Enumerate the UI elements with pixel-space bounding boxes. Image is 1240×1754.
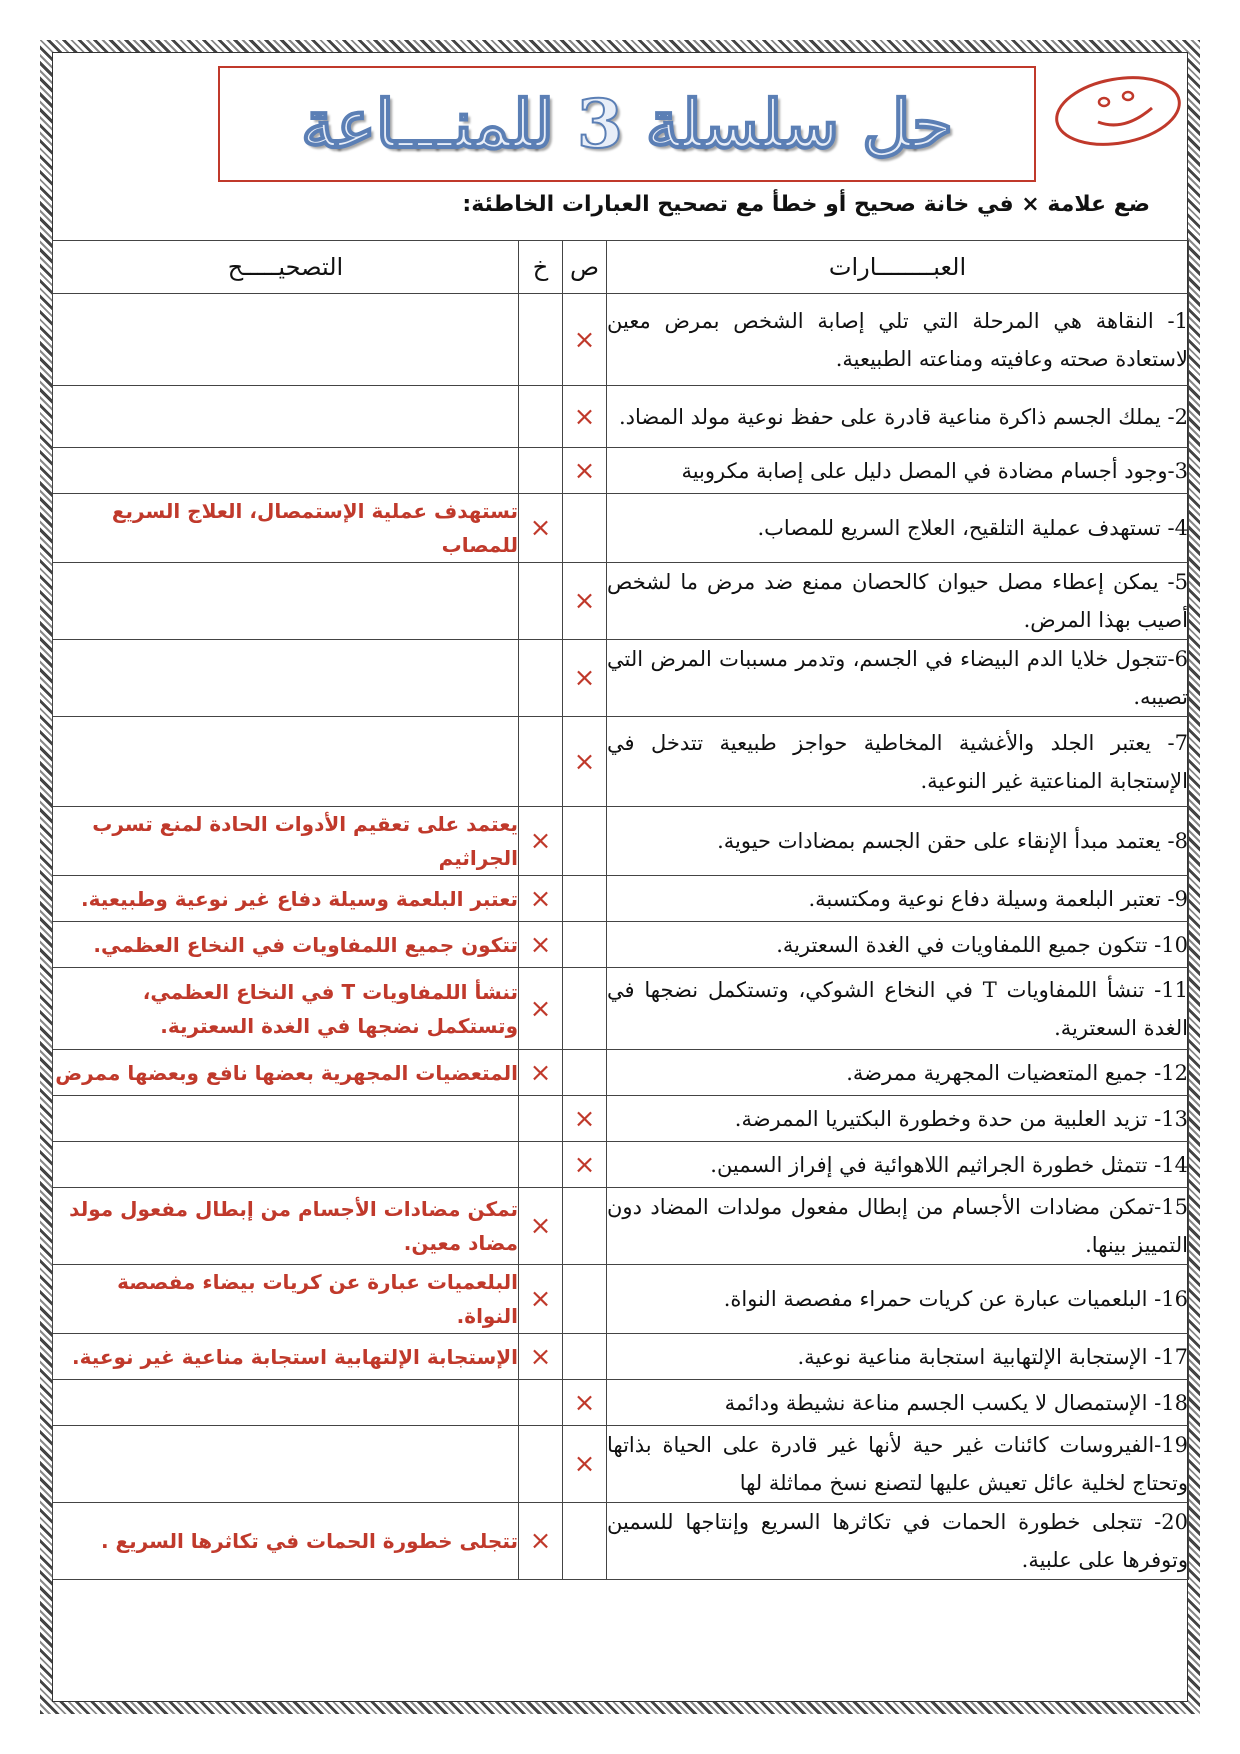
- correction-cell: [53, 1426, 519, 1503]
- correction-cell: [53, 563, 519, 640]
- header-true: ص: [563, 241, 607, 294]
- table-row: [53, 1096, 1189, 1142]
- statement-cell: 15-تمكن مضادات الأجسام من إبطال مفعول مولدات المضاد دون التمييز بينها.: [607, 1188, 1189, 1265]
- table-row: [53, 294, 1189, 386]
- true-mark-cell: [563, 1334, 607, 1380]
- statement-cell: 1- النقاهة هي المرحلة التي تلي إصابة الشخص بمرض معين لاستعادة صحته وعافيته ومناعته الطبيعية.: [607, 294, 1189, 386]
- false-mark-cell: [519, 1380, 563, 1426]
- statement-cell: 11- تنشأ اللمفاويات T في النخاع الشوكي، وتستكمل نضجها في الغدة السعترية.: [607, 968, 1189, 1050]
- correction-cell: الإستجابة الإلتهابية استجابة مناعية غير نوعية.: [53, 1334, 519, 1380]
- table-row: [53, 494, 1189, 563]
- statement-cell: 19-الفيروسات كائنات غير حية لأنها غير قادرة على الحياة بذاتها وتحتاج لخلية عائل تعيش عليها لتصنع نسخ مماثلة لها: [607, 1426, 1189, 1503]
- false-mark-cell: ×: [519, 1050, 563, 1096]
- table-row: [53, 876, 1189, 922]
- false-mark-cell: [519, 294, 563, 386]
- table-row: [53, 448, 1189, 494]
- false-mark-cell: [519, 448, 563, 494]
- correction-cell: البلعميات عبارة عن كريات بيضاء مفصصة النواة.: [53, 1265, 519, 1334]
- statement-cell: 3-وجود أجسام مضادة في المصل دليل على إصابة مكروبية: [607, 448, 1189, 494]
- true-mark-cell: ×: [563, 294, 607, 386]
- true-mark-cell: ×: [563, 1426, 607, 1503]
- smiley-icon: [1052, 74, 1184, 148]
- false-mark-cell: [519, 640, 563, 717]
- false-mark-cell: [519, 1096, 563, 1142]
- statement-cell: 18- الإستمصال لا يكسب الجسم مناعة نشيطة ودائمة: [607, 1380, 1189, 1426]
- true-mark-cell: [563, 876, 607, 922]
- false-mark-cell: ×: [519, 1334, 563, 1380]
- true-mark-cell: ×: [563, 640, 607, 717]
- true-mark-cell: [563, 968, 607, 1050]
- correction-cell: يعتمد على تعقيم الأدوات الحادة لمنع تسرب الجراثيم: [53, 807, 519, 876]
- false-mark-cell: ×: [519, 1503, 563, 1580]
- true-mark-cell: [563, 1188, 607, 1265]
- true-mark-cell: [563, 1265, 607, 1334]
- correction-cell: تنشأ اللمفاويات T في النخاع العظمي، وتستكمل نضجها في الغدة السعترية.: [53, 968, 519, 1050]
- statement-cell: 13- تزيد العلبية من حدة وخطورة البكتيريا الممرضة.: [607, 1096, 1189, 1142]
- statement-cell: 8- يعتمد مبدأ الإنقاء على حقن الجسم بمضادات حيوية.: [607, 807, 1189, 876]
- table-row: [53, 1380, 1189, 1426]
- statements-table: [52, 240, 1189, 1580]
- statement-cell: 5- يمكن إعطاء مصل حيوان كالحصان ممنع ضد مرض ما لشخص أصيب بهذا المرض.: [607, 563, 1189, 640]
- true-mark-cell: [563, 1050, 607, 1096]
- statement-cell: 7- يعتبر الجلد والأغشية المخاطية حواجز طبيعية تتدخل في الإستجابة المناعتية غير النوعية.: [607, 717, 1189, 807]
- correction-cell: تتجلى خطورة الحمات في تكاثرها السريع .: [53, 1503, 519, 1580]
- true-mark-cell: ×: [563, 563, 607, 640]
- false-mark-cell: [519, 1142, 563, 1188]
- table-row: [53, 1142, 1189, 1188]
- false-mark-cell: ×: [519, 494, 563, 563]
- true-mark-cell: ×: [563, 717, 607, 807]
- table-row: [53, 717, 1189, 807]
- false-mark-cell: [519, 1426, 563, 1503]
- statement-cell: 9- تعتبر البلعمة وسيلة دفاع نوعية ومكتسبة.: [607, 876, 1189, 922]
- true-mark-cell: [563, 1503, 607, 1580]
- true-mark-cell: ×: [563, 1096, 607, 1142]
- table-row: [53, 922, 1189, 968]
- correction-cell: تعتبر البلعمة وسيلة دفاع غير نوعية وطبيعية.: [53, 876, 519, 922]
- false-mark-cell: ×: [519, 876, 563, 922]
- statement-cell: 17- الإستجابة الإلتهابية استجابة مناعية نوعية.: [607, 1334, 1189, 1380]
- header-statements: العبــــــــارات: [607, 241, 1189, 294]
- true-mark-cell: ×: [563, 1380, 607, 1426]
- table-row: [53, 1426, 1189, 1503]
- header-false: خ: [519, 241, 563, 294]
- statement-cell: 14- تتمثل خطورة الجراثيم اللاهوائية في إفراز السمين.: [607, 1142, 1189, 1188]
- table-row: [53, 1334, 1189, 1380]
- correction-cell: تتكون جميع اللمفاويات في النخاع العظمي.: [53, 922, 519, 968]
- statement-cell: 12- جميع المتعضيات المجهرية ممرضة.: [607, 1050, 1189, 1096]
- false-mark-cell: [519, 717, 563, 807]
- correction-cell: [53, 1096, 519, 1142]
- statement-cell: 10- تتكون جميع اللمفاويات في الغدة السعترية.: [607, 922, 1189, 968]
- correction-cell: [53, 294, 519, 386]
- false-mark-cell: ×: [519, 968, 563, 1050]
- statement-cell: 2- يملك الجسم ذاكرة مناعية قادرة على حفظ نوعية مولد المضاد.: [607, 386, 1189, 448]
- statement-cell: 4- تستهدف عملية التلقيح، العلاج السريع للمصاب.: [607, 494, 1189, 563]
- table-row: [53, 563, 1189, 640]
- statement-cell: 6-تتجول خلايا الدم البيضاء في الجسم، وتدمر مسببات المرض التي تصيبه.: [607, 640, 1189, 717]
- table-row: [53, 386, 1189, 448]
- true-mark-cell: [563, 494, 607, 563]
- correction-cell: تستهدف عملية الإستمصال، العلاج السريع للمصاب: [53, 494, 519, 563]
- instruction-text: ضع علامة × في خانة صحيح أو خطأ مع تصحيح العبارات الخاطئة:: [462, 192, 1150, 217]
- table-row: [53, 968, 1189, 1050]
- false-mark-cell: [519, 563, 563, 640]
- true-mark-cell: [563, 922, 607, 968]
- correction-cell: تمكن مضادات الأجسام من إبطال مفعول مولد مضاد معين.: [53, 1188, 519, 1265]
- title-box: [218, 66, 1036, 182]
- table-row: [53, 1503, 1189, 1580]
- header-correction: التصحيـــــح: [53, 241, 519, 294]
- table-row: [53, 807, 1189, 876]
- correction-cell: المتعضيات المجهرية بعضها نافع وبعضها ممرض: [53, 1050, 519, 1096]
- false-mark-cell: ×: [519, 807, 563, 876]
- correction-cell: [53, 1380, 519, 1426]
- table-row: [53, 640, 1189, 717]
- correction-cell: [53, 448, 519, 494]
- correction-cell: [53, 640, 519, 717]
- true-mark-cell: ×: [563, 1142, 607, 1188]
- correction-cell: [53, 386, 519, 448]
- table-row: [53, 1265, 1189, 1334]
- correction-cell: [53, 1142, 519, 1188]
- false-mark-cell: ×: [519, 922, 563, 968]
- true-mark-cell: ×: [563, 448, 607, 494]
- correction-cell: [53, 717, 519, 807]
- statement-cell: 20- تتجلى خطورة الحمات في تكاثرها السريع وإنتاجها للسمين وتوفرها على علبية.: [607, 1503, 1189, 1580]
- true-mark-cell: ×: [563, 386, 607, 448]
- true-mark-cell: [563, 807, 607, 876]
- page-title: حل سلسلة 3 للمنـــاعة: [301, 85, 953, 163]
- statement-cell: 16- البلعميات عبارة عن كريات حمراء مفصصة النواة.: [607, 1265, 1189, 1334]
- false-mark-cell: [519, 386, 563, 448]
- table-header-row: [53, 241, 1189, 294]
- false-mark-cell: ×: [519, 1188, 563, 1265]
- table-row: [53, 1188, 1189, 1265]
- false-mark-cell: ×: [519, 1265, 563, 1334]
- table-row: [53, 1050, 1189, 1096]
